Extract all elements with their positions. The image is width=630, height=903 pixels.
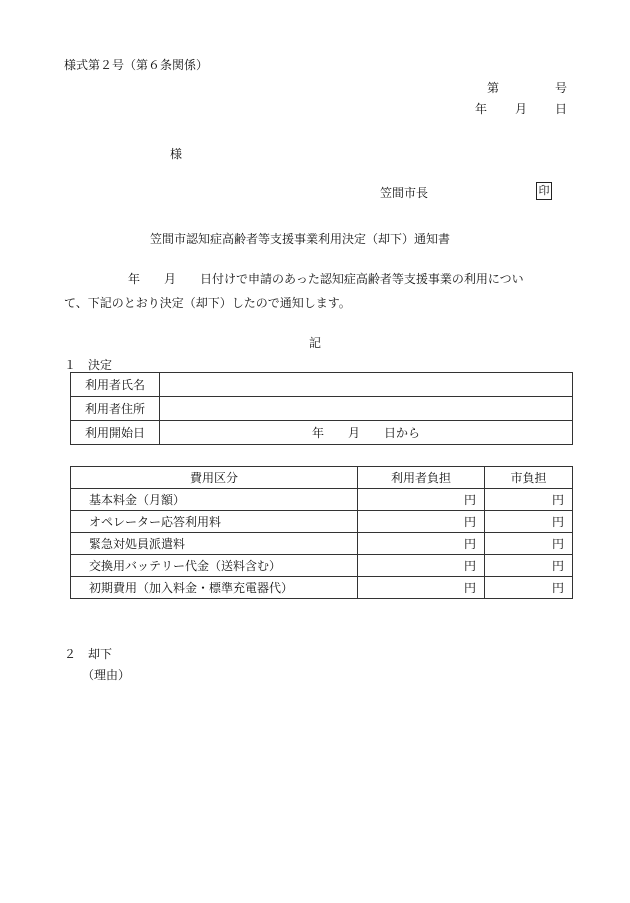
table-row	[71, 397, 573, 421]
city-amount[interactable]: 円	[485, 577, 573, 599]
ki-heading: 記	[309, 336, 322, 350]
fee-table	[70, 466, 573, 599]
document-title: 笠間市認知症高齢者等支援事業利用決定（却下）通知書	[150, 232, 451, 246]
user-amount[interactable]: 円	[358, 489, 485, 511]
table-row	[71, 577, 573, 599]
form-number: 様式第２号（第６条関係）	[64, 58, 209, 72]
section-decision-heading: １ 決定	[64, 358, 113, 372]
table-row	[71, 421, 573, 445]
city-amount[interactable]: 円	[485, 533, 573, 555]
user-address-field[interactable]	[160, 397, 573, 421]
start-date-field[interactable]: 年 月 日から	[160, 421, 573, 445]
user-amount[interactable]: 円	[358, 555, 485, 577]
fee-item: 緊急対処員派遣料	[71, 533, 358, 555]
notice-body	[64, 267, 570, 315]
rejection-reason-label: （理由）	[82, 668, 131, 682]
date-day: 日	[555, 102, 568, 116]
header-city-burden: 市負担	[485, 467, 573, 489]
body-line-1: 年 月 日付けで申請のあった認知症高齢者等支援事業の利用につい	[128, 272, 524, 286]
city-amount[interactable]: 円	[485, 555, 573, 577]
row-label-start-date: 利用開始日	[71, 421, 160, 445]
fee-item: 基本料金（月額）	[71, 489, 358, 511]
user-amount[interactable]: 円	[358, 511, 485, 533]
seal-box: 印	[536, 182, 552, 200]
table-row	[71, 489, 573, 511]
row-label-user-name: 利用者氏名	[71, 373, 160, 397]
user-name-field[interactable]	[160, 373, 573, 397]
table-row	[71, 511, 573, 533]
header-user-burden: 利用者負担	[358, 467, 485, 489]
table-row	[71, 555, 573, 577]
date-year: 年	[475, 102, 488, 116]
fee-item: 交換用バッテリー代金（送料含む）	[71, 555, 358, 577]
fee-item: 初期費用（加入料金・標準充電器代）	[71, 577, 358, 599]
header-fee-category: 費用区分	[71, 467, 358, 489]
date-month: 月	[515, 102, 528, 116]
section-rejection-heading: ２ 却下	[64, 647, 113, 661]
body-line-2: て、下記のとおり決定（却下）したので通知します。	[64, 296, 351, 310]
user-amount[interactable]: 円	[358, 533, 485, 555]
decision-table	[70, 372, 573, 445]
row-label-user-address: 利用者住所	[71, 397, 160, 421]
table-row	[71, 373, 573, 397]
table-header-row	[71, 467, 573, 489]
city-amount[interactable]: 円	[485, 511, 573, 533]
user-amount[interactable]: 円	[358, 577, 485, 599]
city-amount[interactable]: 円	[485, 489, 573, 511]
number-suffix: 号	[554, 81, 567, 95]
table-row	[71, 533, 573, 555]
issuer-title: 笠間市長	[380, 186, 429, 200]
fee-item: オペレーター応答利用料	[71, 511, 358, 533]
addressee-honorific: 様	[170, 147, 183, 161]
number-prefix: 第	[487, 81, 500, 95]
